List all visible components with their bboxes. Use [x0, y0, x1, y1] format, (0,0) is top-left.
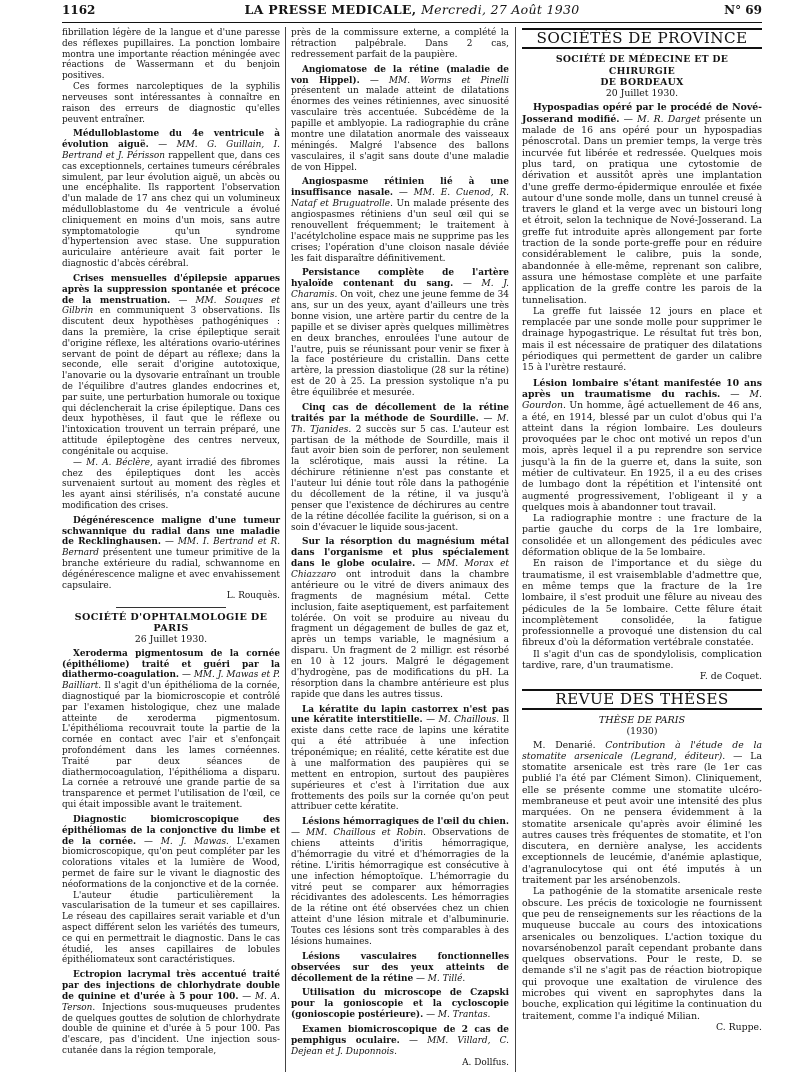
issue-date: Mercredi, 27 Août 1930: [421, 2, 580, 17]
article-authors: — MM. Chaillous et Robin.: [291, 828, 426, 839]
article-text: Injections sous-muqueuses prudentes de quelques gouttes de solution de chlorhydrate double de quinine et d'urée à 5 pour 100. Pas d'escare, pas d'incident. Une injection sous-cutanée dans la région temporale,: [62, 1002, 281, 1056]
article-authors: — MM. Villard, C. Dejean et J. Duponnois.: [291, 1035, 510, 1057]
article: [62, 274, 280, 458]
page-header: [62, 0, 762, 20]
article: [291, 817, 509, 948]
article: [62, 970, 280, 1057]
article-authors: — M. J. Charamis.: [291, 279, 509, 301]
article-title: Utilisation du microscope de Czapski pour la gonioscopie et la cycloscopie (gonioscopie postérieure).: [291, 988, 509, 1021]
article: [291, 988, 509, 1021]
article: [291, 65, 509, 174]
paragraph: La radiographie montre : une fracture de la partie gauche du corps de la 1re lombaire, consolidée et un allongement des pédicules avec déformation oblique de la 5e lombaire.: [522, 513, 762, 559]
section-banner: SOCIÉTÉS DE PROVINCE: [522, 28, 762, 49]
paragraph: Ces formes narcoleptiques de la syphilis nerveuses sont intéressantes à connaître en raison des erreurs de diagnostic qu'elles peuvent entraîner.: [62, 82, 280, 125]
section-title: SOCIÉTÉ D'OPHTALMOLOGIE DE PARIS: [74, 612, 268, 635]
article-text: Il existe dans cette race de lapins une kératite qui a été attribuée à une infection tréponémique; en réalité, cette kératite est due à une malformation des paupières qui se mettent en entropion, surtout des paupières supérieures et c'est à l'irritation due aux frottements des poils sur la cornée qu'on peut attribuer cette kératite.: [291, 715, 509, 813]
article: [291, 177, 509, 264]
article-title: Lésions vasculaires fonctionnelles observées sur des yeux atteints de décollement de la rétine: [291, 951, 509, 984]
article-text: Un homme, âgé actuellement de 46 ans, a été, en 1914, blessé par un culot d'obus qui l'a atteint dans la région lombaire. Les douleurs provoquées par le choc ont motivé un repos d'un mois, après lequel il a pu reprendre son service jusqu'à la fin de la guerre et, dans la suite, son métier de cultivateur. En 1925, il a eu des crises de lumbago dont la répétition et l'intensité ont augmenté progressivement, l'obligeant il y a quelques mois à abandonner tout travail.: [522, 400, 762, 513]
article: [522, 740, 762, 887]
signature: F. de Coquet.: [699, 671, 762, 683]
column-divider: [515, 27, 516, 1072]
thesis-title: Contribution à l'étude de la stomatite arsenicale (Legrand, éditeur).: [522, 739, 762, 762]
signature: L. Rouquès.: [226, 591, 280, 602]
article-text: — La stomatite arsenicale est très rare (le 1er cas publié l'a été par Clément Simon). Cliniquement, elle se présente comme une stomatite ulcéro-membraneuse et peut avoir une intensité des plus marquées. On ne pensera évidemment à la stomatite arsenicale qu'après avoir éliminé les autres causes très fréquentes de stomatite, et l'on discutera, en dernière analyse, les accidents exceptionnels de leucémie, d'anémie aplastique, d'agranulocytose qui ont été imputés à un traitement par les arsénobenzols.: [522, 750, 762, 887]
article-title: Lésions hémorragiques de l'œil du chien.: [302, 817, 509, 828]
article-text: en communiquent 3 observations. Ils discutent deux hypothèses pathogéniques : dans la première, la crise épileptique serait d'origine réflexe, les altérations ovario-utérines servant de point de départ au réflexe; dans la seconde, elle serait d'origine autotoxique, l'anovarie ou la dysovarie entraînant un trouble de l'équilibre d'autres glandes endocrines et, par suite, une perturbation humorale ou toxique qui déclencherait la crise épileptique. Dans ces deux hypothèses, il faut que le réflexe ou l'intoxication trouvent un terrain préparé, une attitude épileptogène des centres nerveux, congénitale ou acquise.: [62, 306, 280, 457]
paragraph: En raison de l'importance et du siège du traumatisme, il est vraisemblable d'admettre que, en même temps que la fracture de la 1re lombaire, il s'est produit une fêlure au niveau des pédicules de la 5e lombaire. Cette fêlure était incomplètement consolidée, la fatigue professionnelle a provoqué une distension du cal fibreux d'où la déformation vertébrale constatée.: [522, 558, 762, 649]
article-title: Examen biomicroscopique de 2 cas de pemphigus oculaire.: [291, 1025, 509, 1046]
section-banner: REVUE DES THÈSES: [522, 689, 762, 710]
article-text: présente un malade de 16 ans opéré pour un hypospadias pénoscrotal. Dans un premier temps, la verge très incurvée fut libérée et redressée. Quelques mois plus tard, on pratiqua une cytostomie de dérivation et aussitôt après une implantation d'une greffe dermo-épidermique enroulée et fixée autour d'une sonde molle, dans un tunnel creusé à travers le gland et la verge avec un bistouri long et étroit, selon la technique de Nové-Josserand. La greffe fut introduite après allongement par forte traction de la sonde porte-greffe pour en réduire considérablement le calibre, puis la sonde, abandonnée à elle-même, reprenant son calibre, assura une hémostase complète et une parfaite application de la greffe contre les parois de la tunnelisation.: [522, 113, 762, 306]
article-title: Angiomatose de la rétine (maladie de von Hippel).: [291, 64, 509, 86]
article-title: Angiospasme rétinien lié à une insuffisance nasale.: [291, 177, 509, 199]
article-title: Cinq cas de décollement de la rétine traités par la méthode de Sourdille.: [291, 402, 509, 424]
article: [291, 268, 509, 399]
article-text: Un malade présente des angiospasmes rétiniens d'un seul œil qui se renouvellent fréquemment; le traitement à l'acétylcholine espace mais ne supprime pas les crises; l'opération d'une cloison nasale déviée les fait disparaître définitivement.: [291, 199, 509, 264]
article: [291, 403, 509, 534]
paragraph: La greffe fut laissée 12 jours en place et remplacée par une sonde molle pour supprimer le drainage hypogastrique. Le résultat fut très bon, mais il est nécessaire de pratiquer des dilatations périodiques qui permettent de garder un calibre 15 à l'urètre restauré.: [522, 305, 762, 374]
signature: C. Ruppe.: [715, 1021, 762, 1033]
article: [291, 705, 509, 814]
article: [62, 649, 280, 811]
header-rule: [62, 22, 762, 23]
article-text: ayant irradié des fibromes chez des épileptiques dont les accès survenaient surtout au moment des règles et les ayant ainsi stérilisés, n'a constaté aucune modification des crises.: [62, 457, 280, 511]
article: [522, 102, 762, 305]
article-text: Il s'agit d'un épithélioma de la cornée, diagnostiqué par la biomicroscopie et contrôlé par l'examen histologique, chez une malade atteinte de xeroderma pigmentosum. L'épithélioma recouvrait toute la partie de la cornée en contact avec l'air et s'enfonçait profondément dans les lames cornéennes. Traité par deux séances de diathermocoagulation, l'épithélioma a disparu. La cornée a retrouvé une grande partie de sa transparence et permet l'utilisation de l'œil, ce qui était impossible avant le traitement.: [62, 681, 280, 811]
article-title: Médulloblastome du 4e ventricule à évolution aiguë.: [62, 129, 280, 151]
article-authors: — M. Tillé.: [416, 973, 466, 984]
article-text: On voit, chez une jeune femme de 34 ans, sur un des yeux, ayant d'ailleurs une très bonne vision, une artère partir du centre de la papille et se diviser après quelques millimètres en deux branches, enroulées l'une autour de l'autre, puis se réunissant pour venir se fixer à la face postérieure du cristallin. Dans cette artère, la pression diastolique (28 sur la rétine) est de 20 à 25. La pression systolique n'a pu être équilibrée et mesurée.: [291, 290, 509, 398]
column-left: [62, 28, 280, 1057]
article-text: rappellent que, dans ces cas exceptionnels, certaines tumeurs cérébrales simulent, par leur évolution aiguë, un abcès ou une encéphalite. Ils rapportent l'observation d'un malade de 17 ans chez qui un volumineux médulloblastome du 4e ventricule a évolué cliniquement en moins d'un mois, sans autre symptomatologie qu'un syndrome d'hypertension avec stase. Une suppuration auriculaire antérieure avait fait porter le diagnostic d'abcès cérébral.: [62, 150, 280, 270]
thesis-year: (1930): [626, 726, 658, 738]
article: [62, 815, 280, 891]
article-authors: — MM. Morax et Chiazzaro: [291, 559, 509, 580]
article-title: Sur la résorption du magnésium métal dans l'organisme et plus spécialement dans le globe oculaire.: [291, 537, 509, 570]
thesis-author: M. Denarié.: [533, 739, 596, 751]
article-authors: — M. Gourdon.: [522, 388, 762, 412]
column-divider: [285, 27, 286, 1072]
page-number: 1162: [62, 3, 96, 17]
thesis-heading: THÈSE DE PARIS: [598, 714, 686, 726]
paragraph: fibrillation légère de la langue et d'une paresse des réflexes pupillaires. La ponction lombaire montra une importante réaction méningée avec réactions de Wassermann et du benjoin positives.: [62, 28, 280, 82]
article-authors: — MM. Worms et Pinelli: [369, 75, 509, 86]
signature: A. Dollfus.: [462, 1057, 509, 1068]
article: [291, 537, 509, 700]
paragraph: près de la commissure externe, a complété la rétraction palpébrale. Dans 2 cas, redressement parfait de la paupière.: [291, 28, 509, 60]
article-text: présentent un malade atteint de dilatations énormes des veines rétiniennes, avec sinuosité vasculaire très accentuée. Subcédème de la papille et amblyopie. La radiographie du crâne montre une dilatation anormale des vaisseaux méningés. Malgré l'absence des ballons vasculaires, il s'agit sans doute d'une maladie de von Hippel.: [291, 86, 509, 173]
article-text: 2 succès sur 5 cas. L'auteur est partisan de la méthode de Sourdille, mais il faut avoir bien soin de perforer, non seulement la sclérotique, mais aussi la rétine. La déchirure rétinienne n'est pas constante et l'auteur lui dénie tout rôle dans la pathogénie du décollement de la rétine, il va jusqu'à penser que l'existence de déchirures au centre de la rétine décollée facilite la guérison, si on a soin d'évacuer le liquide sous-jacent.: [291, 424, 509, 533]
article-authors: — MM. I. Bertrand et R. Bernard: [62, 537, 281, 559]
section-date: 26 Juillet 1930.: [134, 633, 208, 645]
column-middle: [291, 28, 509, 1069]
article-title: Lésion lombaire s'étant manifestée 10 ans après un traumatisme du rachis.: [522, 377, 762, 400]
article: [291, 1025, 509, 1058]
article-text: présentent une tumeur primitive de la branche extérieure du radial, schwannome en dégénérescence maligne et avec envahissement capsulaire.: [62, 548, 281, 591]
article-authors: — M. Th. Tjanides.: [291, 413, 510, 435]
issue-number: N° 69: [724, 3, 762, 17]
article-authors: — MM. G. Guillain, I. Bertrand et J. Périsson: [62, 140, 280, 161]
article-title: Hypospadias opéré par le procédé de Nové-Josserand modifié.: [522, 102, 762, 125]
journal-title: LA PRESSE MEDICALE,: [244, 2, 417, 17]
article-title: La kératite du lapin castorrex n'est pas une kératite interstitielle.: [291, 704, 509, 726]
article-title: Dégénérescence maligne d'une tumeur schwannique du radial dans une maladie de Recklinghausen.: [62, 515, 280, 548]
section-date: 20 Juillet 1930.: [605, 88, 679, 100]
society-name: SOCIÉTÉ DE MÉDECINE ET DE CHIRURGIE: [555, 54, 729, 77]
article-title: Crises mensuelles d'épilepsie apparues après la suppression spontanée et précoce de la menstruation.: [62, 273, 280, 306]
article-authors: — M. J. Mawas.: [144, 836, 229, 847]
article-authors: — M. R. Darget: [623, 113, 701, 125]
paragraph: Il s'agit d'un cas de spondylolisis, complication tardive, rare, d'un traumatisme.: [522, 648, 762, 672]
article-authors: — M. Trantas.: [426, 1010, 491, 1021]
paragraph: L'auteur étudie particulièrement la vascularisation de la tumeur et ses capillaires. Le réseau des capillaires serait variable et d'un aspect différent selon les variétés des tumeurs, ce qui en permettrait le diagnostic. Dans le cas étudié, les anses capillaires de lobules épithéliomateux sont caractéristiques.: [62, 890, 280, 966]
article-title: Ectropion lacrymal très accentué traité par des injections de chlorhydrate double de quinine et d'urée à 5 pour 100.: [62, 970, 280, 1002]
journal-line: [62, 2, 762, 17]
article-title: Xeroderma pigmentosum de la cornée (épithéliome) traité et guéri par la diathermo-coagulation.: [62, 648, 280, 681]
paragraph: [62, 458, 280, 512]
article-authors: — M. Chaillous.: [426, 715, 500, 726]
paragraph: La pathogénie de la stomatite arsenicale reste obscure. Les précis de toxicologie ne fournissent que peu de renseignements sur les réactions de la muqueuse buccale au cours des intoxications arsenicales ou benzoliques. L'action toxique du novarsénobenzol paraît cependant probante dans quelques observations. Pour le reste, D. se demande s'il ne s'agit pas de réaction biotropique qui provoque une exaltation de virulence des microbes qui vivent en saprophytes dans la bouche, explication qui légitime la continuation du traitement, comme l'a indiqué Milian.: [522, 886, 762, 1022]
article: [522, 378, 762, 514]
society-city: DE BORDEAUX: [600, 76, 684, 88]
article-authors: — MM. J. Mawas et P. Bailliart.: [62, 670, 281, 692]
article: [62, 129, 280, 270]
article: [291, 952, 509, 985]
article-title: Diagnostic biomicroscopique des épithéliomas de la conjonctive du limbe et de la cornée.: [62, 814, 280, 847]
article-authors: — M. A. Béclère,: [73, 457, 153, 468]
article-authors: — MM. E. Cuenod, R. Nataf et Bruguatrolle.: [291, 188, 509, 210]
article-text: ont introduit dans la chambre antérieure ou le vitré de divers animaux des fragments de magnésium métal. Cette inclusion, faite aseptiquement, est parfaitement tolérée. On voit se produire au niveau du fragment un dégagement de bulles de gaz et, après un temps variable, le magnésium a disparu. Un fragment de 2 milligr. est résorbé en 10 à 12 jours. Malgré le dégagement d'hydrogène, pas de modifications du pH. La résorption dans la chambre antérieure est plus rapide que dans les autres tissus.: [291, 570, 509, 700]
article-authors: — M. A. Terson.: [62, 991, 280, 1013]
section-divider: [116, 607, 226, 608]
article-title: Persistance complète de l'artère hyaloïde contenant du sang.: [291, 268, 509, 290]
article-text: L'examen biomicroscopique, qu'on peut compléter par les colorations vitales et la lumière de Wood, permet de faire sur le vivant le diagnostic des néoformations de la conjonctive et de la cornée.: [62, 836, 281, 890]
column-right: [522, 28, 762, 1033]
article-text: Observations de chiens atteints d'iritis hémorragique, d'hémorragie du vitré et d'hémorragies de la rétine. L'iritis hémorragique est consécutive à une infection hémoptoïque. L'hémorragie du vitré peut se comparer aux hémorragies récidivantes des adolescents. Les hémorragies de la rétine ont été observées chez un chien atteint d'une lésion mitrale et d'albuminurie. Toutes ces lésions sont très comparables à des lésions humaines.: [291, 828, 509, 947]
article-authors: — MM. Souques et Gilbrin: [62, 295, 281, 317]
article: [62, 516, 280, 592]
